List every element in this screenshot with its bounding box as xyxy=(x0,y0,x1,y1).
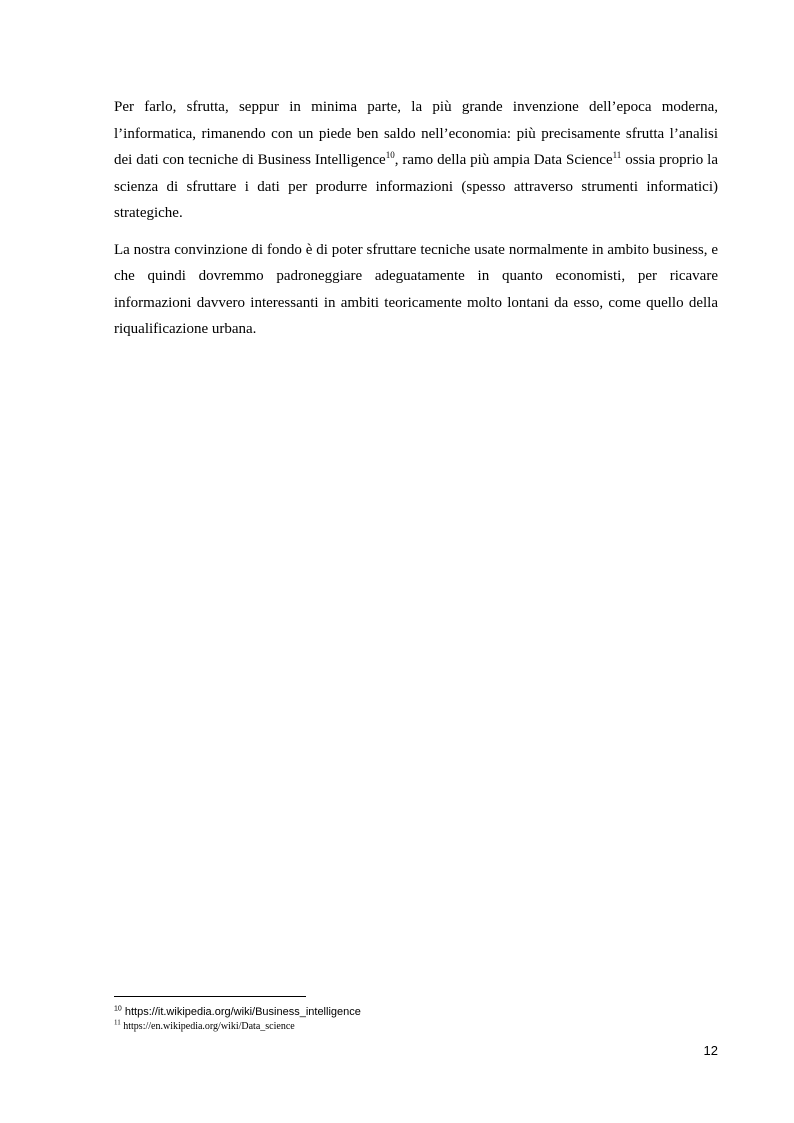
footnote-ref-10[interactable]: 10 xyxy=(385,150,395,160)
paragraph-1-text-end: ossia proprio la scienza di sfruttare i dati per produrre informazioni (spesso attraverso strumenti informatici) strategiche. xyxy=(114,152,718,221)
footnote-11 xyxy=(114,1020,718,1034)
footnote-10 xyxy=(114,1004,718,1020)
footnote-11-link[interactable]: https://en.wikipedia.org/wiki/Data_science xyxy=(120,1021,295,1032)
footnote-ref-11[interactable]: 11 xyxy=(612,150,622,160)
page-number: 12 xyxy=(703,1043,718,1058)
body-text xyxy=(114,94,718,343)
footnote-11-number: 11 xyxy=(114,1018,121,1027)
footnote-10-number: 10 xyxy=(114,1005,122,1013)
footnotes xyxy=(114,1004,718,1034)
paragraph-1 xyxy=(114,94,718,227)
footnote-separator xyxy=(114,996,306,997)
paragraph-1-text-middle: , ramo della più ampia Data Science xyxy=(394,152,613,168)
footnote-10-link[interactable]: https://it.wikipedia.org/wiki/Business_intelligence xyxy=(121,1006,361,1018)
paragraph-2: La nostra convinzione di fondo è di poter sfruttare tecniche usate normalmente in ambito business, e che quindi dovremmo padroneggiare adeguatamente in quanto economisti, per ricavare informazioni davvero interessanti in ambiti teoricamente molto lontani da esso, come quello della riqualificazione urbana. xyxy=(114,241,718,337)
paragraph-1-text-start: Per farlo, sfrutta, seppur in minima parte, la più grande invenzione dell’epoca moderna, l’informatica, rimanendo con un piede ben saldo nell’economia: più precisamente sfrutta l’analisi dei dati con tecniche di Business Intelligence xyxy=(114,99,718,168)
